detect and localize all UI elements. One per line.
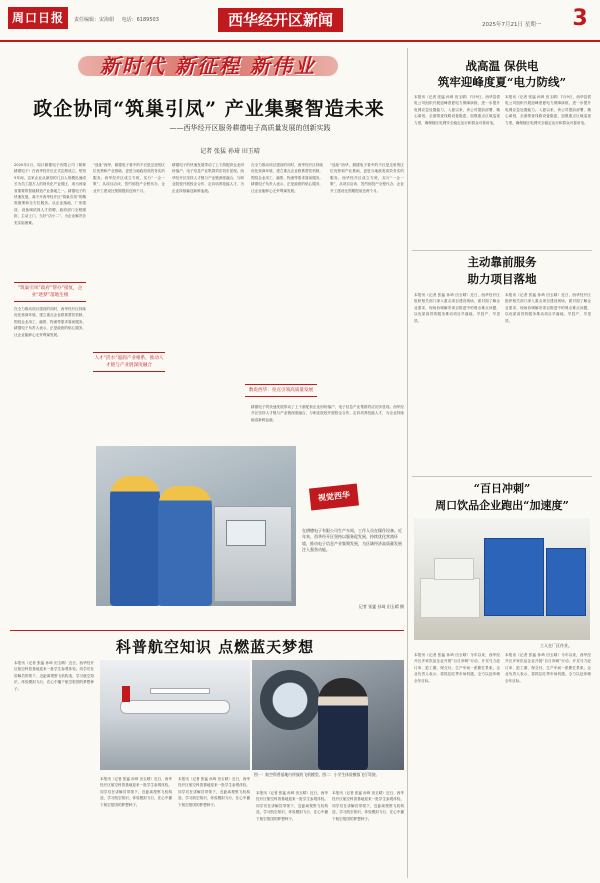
section-divider [412, 476, 592, 477]
beverage-factory-photo [414, 518, 590, 640]
phone-info: 电话：6189503 [121, 17, 159, 23]
section-divider [412, 250, 592, 251]
story3-headline-line1: “百日冲刺” [473, 482, 531, 495]
photo-caption: 在耕德电子有限公司生产车间，工作人员在操作设备。近年来，西华经开区坚持以服务促发展，持续优化营商环境，推动电子信息产业集聚发展，为区域经济高质量发展注入强劲动能。 [302, 528, 402, 553]
bottom-photo-caption: 图一：航空科普基地内停放的飞机模型。图二：小学生体验模拟飞行驾驶。 [254, 772, 380, 777]
lead-byline: 记者 张猛 孙琦 田玉晴 [200, 148, 260, 155]
story3-column-1: 本报讯（记者 张猛 孙琦 田玉晴）今年以来，西华经开区多家饮品企业开展“百日冲刺”行动，开足马力赶订单、抢工期、保交付，生产车间一派繁忙景象。企业负责人表示，将抓住旺季市场机遇，全力以赴冲刺全年目标。 [414, 653, 500, 683]
pull-quote-2: 人才“活水”滋润产业根系，推动人才链与产业链深度融合 [93, 352, 165, 372]
lead-column-4: 在全力推动项目建设的同时，西华经开区持续优化营商环境，建立重点企业联系帮扶机制，围绕企业用工、融资、物流等需求靠前服务。耕德电子负责人表示，正是政府的贴心服务，让企业能够心无旁骛谋发展。 [251, 163, 323, 193]
lead-headline: 政企协同“筑巢引凤” 产业集聚智造未来 [33, 98, 385, 120]
page-number: 3 [572, 6, 588, 31]
editor-info: 责任编辑：宋海娟 [74, 17, 115, 23]
pallet-stack [484, 538, 544, 616]
story1-column-1: 本报讯（记者 张猛 孙琦 田玉晴）7月9日，西华县供电公司组织开展迎峰度夏电力保障演练，进一步提升电网应急处置能力。入夏以来，该公司提前部署、精心谋划，全面排查线路设备隐患，加强重点区域巡视力度，确保辖区电网安全稳定运行和群众可靠用电。 [414, 95, 500, 125]
pull-quote-3: 数说西华：亮点引领高质量发展 [245, 384, 317, 397]
aircraft-photo [100, 660, 250, 770]
lead-column-2: “选址”西华，耕德电子看中的不仅是这里的区位优势和产业基础，更是当地政府高效务实的服务。西华经开区成立专班，实行“一企一策”，从项目洽谈、签约到投产全程代办，企业开工建设比预期提前近两个月。 [93, 163, 165, 193]
cargo-box [434, 558, 474, 580]
bottom-column-5: 本报讯（记者 张猛 孙琦 田玉晴）近日，西华经开区航空科普基地迎来一批学生参观体验。同学们在讲解员带领下，近距离观察飞机构造，学习航空知识，体验模拟飞行，在心中播下航空报国的梦想种子。 [332, 791, 404, 821]
lead-subheadline: ——西华经开区服务耕德电子高质量发展的创新实践 [169, 124, 331, 132]
story2-headline-line1: 主动靠前服务 [467, 255, 537, 269]
aircraft-body [120, 700, 230, 714]
cockpit-window [260, 670, 320, 730]
pull-quote-1: “筑巢引凤”政府“帮办”接复，企业“逐梦”落地生根 [14, 282, 86, 302]
beverage-photo-caption: 工人在厂区作业。 [540, 643, 572, 648]
photo-section-tag: 视觉西华 [309, 484, 359, 511]
lead-column-6: 耕德电子的快速发展带动了上下游配套企业纷纷落户，电子信息产业集群效应初步显现。西华经开区坚持人才链与产业链深度融合，与职业院校开展校企合作，定向培养技能人才，为企业持续输送新鲜血液。 [251, 405, 404, 422]
worker-figure [158, 486, 212, 606]
lead-column-1b: 在全力推动项目建设的同时，西华经开区持续优化营商环境，建立重点企业联系帮扶机制，围绕企业用工、融资、物流等需求靠前服务。耕德电子负责人表示，正是政府的贴心服务，让企业能够心无旁骛谋发展。 [14, 307, 86, 337]
bottom-column-1: 本报讯（记者 张猛 孙琦 田玉晴）近日，西华经开区航空科普基地迎来一批学生参观体验。同学们在讲解员带领下，近距离观察飞机构造，学习航空知识，体验模拟飞行，在心中播下航空报国的梦想种子。 [14, 661, 94, 691]
machine-screen [226, 520, 266, 546]
masthead [0, 0, 600, 42]
banner-text: 新时代 新征程 新伟业 [100, 54, 316, 78]
lead-column-3: 耕德电子的快速发展带动了上下游配套企业纷纷落户，电子信息产业集群效应初步显现。西华经开区坚持人才链与产业链深度融合，与职业院校开展校企合作，定向培养技能人才，为企业持续输送新鲜血液。 [172, 163, 244, 193]
aircraft-tail [122, 686, 130, 702]
lead-column-5: “选址”西华，耕德电子看中的不仅是这里的区位优势和产业基础，更是当地政府高效务实的服务。西华经开区成立专班，实行“一企一策”，从项目洽谈、签约到投产全程代办，企业开工建设比预期提前近两个月。 [330, 163, 404, 193]
bottom-section-rule [10, 630, 404, 631]
worker-figure [110, 476, 160, 606]
story1-headline-line1: 战高温 保供电 [465, 59, 539, 73]
photo-credit: 记者 张猛 孙琦 田玉晴 摄 [358, 604, 404, 609]
bottom-column-2: 本报讯（记者 张猛 孙琦 田玉晴）近日，西华经开区航空科普基地迎来一批学生参观体验。同学们在讲解员带领下，近距离观察飞机构造，学习航空知识，体验模拟飞行，在心中播下航空报国的梦想种子。 [100, 777, 172, 807]
story1-column-2: 本报讯（记者 张猛 孙琦 田玉晴）7月9日，西华县供电公司组织开展迎峰度夏电力保障演练，进一步提升电网应急处置能力。入夏以来，该公司提前部署、精心谋划，全面排查线路设备隐患，加强重点区域巡视力度，确保辖区电网安全稳定运行和群众可靠用电。 [505, 95, 591, 125]
lead-column-1: 2020年2月，周口耕德电子有限公司（简称耕德电子）在西华经开区正式注册成立。短短5年间，这家企业从最初的几百人规模迅速成长为员工超万人的现代化产业园区，成为河南省重要的智能制造产业基地之一。耕德电子的快速发展，离不开西华经开区“筑巢引凤”的精准施策和全方位服务。从企业落地、厂房建设、设备调试到人才招聘，政府部门全程跟踪，主动上门，当好“店小二”，为企业解决各类实际困难。 [14, 163, 86, 225]
story2-column-2: 本报讯（记者 张猛 孙琦 田玉晴）近日，西华经开区组织相关部门深入重点项目建设现场，面对面了解企业需求，现场协调解决项目推进中的堵点难点问题，以优质高效的服务推动项目早落地、早投产、早见效。 [505, 293, 591, 323]
bottom-column-4: 本报讯（记者 张猛 孙琦 田玉晴）近日，西华经开区航空科普基地迎来一批学生参观体验。同学们在讲解员带领下，近距离观察飞机构造，学习航空知识，体验模拟飞行，在心中播下航空报国的梦想种子。 [256, 791, 328, 821]
story2-column-1: 本报讯（记者 张猛 孙琦 田玉晴）近日，西华经开区组织相关部门深入重点项目建设现场，面对面了解企业需求，现场协调解决项目推进中的堵点难点问题，以优质高效的服务推动项目早落地、早投产、早见效。 [414, 293, 500, 323]
lead-banner [78, 50, 338, 82]
pallet-stack [546, 548, 586, 616]
story1-headline-line2: 筑牢迎峰度夏“电力防线” [437, 75, 567, 89]
cargo-box [420, 578, 480, 618]
bottom-column-3: 本报讯（记者 张猛 孙琦 田玉晴）近日，西华经开区航空科普基地迎来一批学生参观体验。同学们在讲解员带领下，近距离观察飞机构造，学习航空知识，体验模拟飞行，在心中播下航空报国的梦想种子。 [178, 777, 250, 807]
story3-column-2: 本报讯（记者 张猛 孙琦 田玉晴）今年以来，西华经开区多家饮品企业开展“百日冲刺”行动，开足马力赶订单、抢工期、保交付，生产车间一派繁忙景象。企业负责人表示，将抓住旺季市场机遇，全力以赴冲刺全年目标。 [505, 653, 591, 683]
newspaper-logo: 周口日报 [8, 7, 68, 29]
pilot-photo [252, 660, 404, 770]
factory-photo [96, 446, 296, 606]
publication-date: 2025年7月21日 星期一 [482, 22, 542, 28]
masthead-meta [74, 16, 165, 23]
story2-headline-line2: 助力项目落地 [467, 272, 537, 286]
story3-headline-line2: 周口饮品企业跑出“加速度” [435, 499, 569, 512]
aircraft-wing [150, 688, 210, 694]
pilot-figure [318, 678, 368, 770]
bottom-headline: 科普航空知识 点燃蓝天梦想 [115, 638, 315, 656]
column-divider [407, 48, 408, 878]
edition-title: 西华经开区新闻 [218, 8, 343, 32]
